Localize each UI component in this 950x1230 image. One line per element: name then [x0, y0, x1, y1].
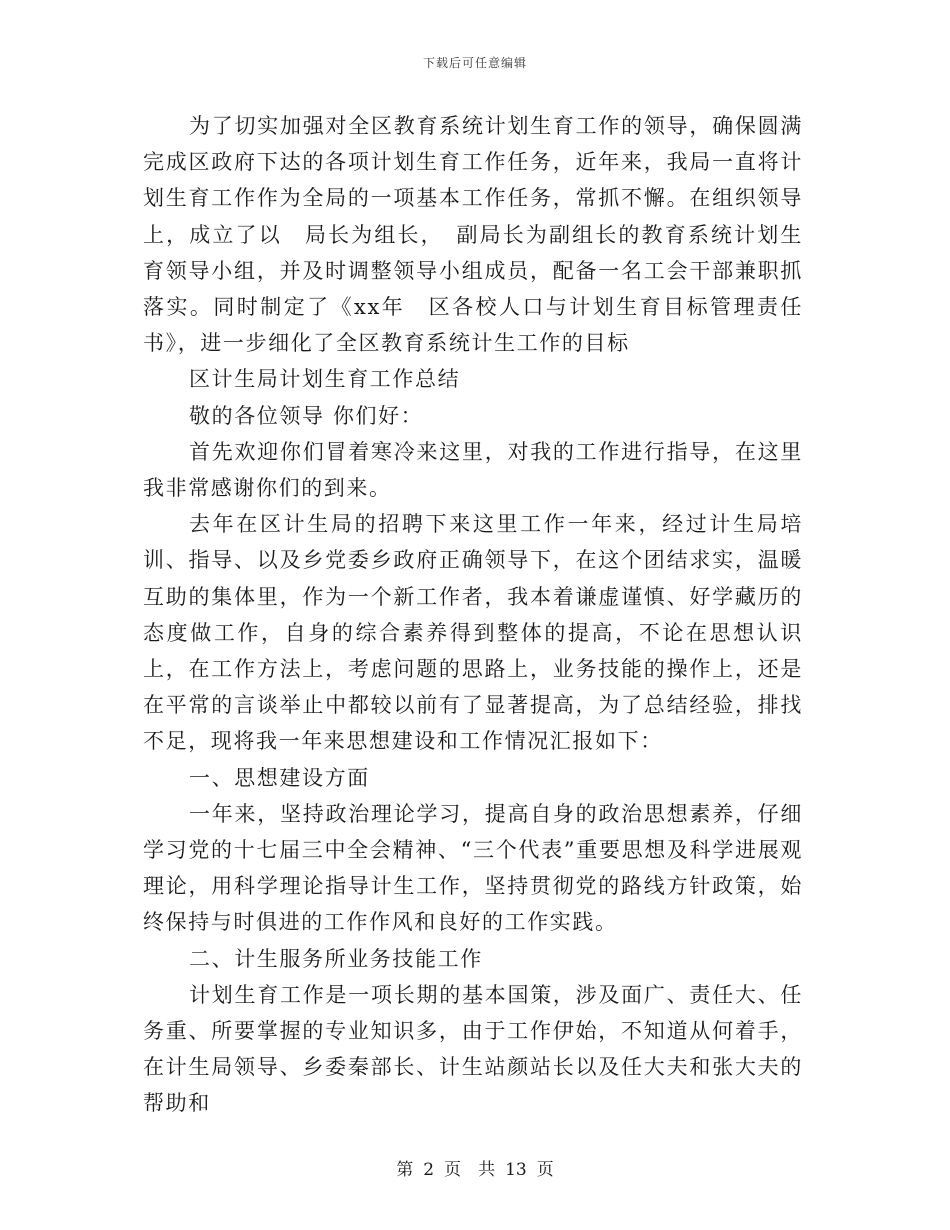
- page-footer: [0, 1155, 950, 1180]
- page-header: 下载后可任意编辑: [422, 56, 527, 70]
- document-body: [143, 108, 803, 1122]
- page-number: 2: [423, 1160, 435, 1180]
- paragraph-ideology: 一年来，坚持政治理论学习，提高自身的政治思想素养，仔细学习党的十七届三中全会精神、“三个代表”重要思想及科学进展观理论，用科学理论指导计生工作，坚持贯彻党的路线方针政策，始终保持与时俱进的工作作风和良好的工作实践。: [143, 801, 803, 935]
- page-total: 13: [505, 1160, 527, 1180]
- section-title: 区计生局计划生育工作总结: [189, 367, 461, 392]
- heading-service: 二、计生服务所业务技能工作: [189, 946, 483, 971]
- paragraph-service: 计划生育工作是一项长期的基本国策，涉及面广、责任大、任务重、所要掌握的专业知识多，由于工作伊始，不知道从何着手，在计生局领导、乡委秦部长、计生站颜站长以及任大夫和张大夫的帮助和: [143, 982, 803, 1116]
- footer-suffix: 页: [536, 1160, 554, 1180]
- greeting: 敬的各位领导 你们好：: [189, 403, 424, 428]
- paragraph-welcome: 首先欢迎你们冒着寒冷来这里，对我的工作进行指导，在这里我非常感谢你们的到来。: [143, 439, 803, 501]
- heading-ideology: 一、思想建设方面: [189, 765, 370, 790]
- paragraph-overview: 去年在区计生局的招聘下来这里工作一年来，经过计生局培训、指导、以及乡党委乡政府正确领导下，在这个团结求实，温暖互助的集体里，作为一个新工作者，我本着谦虚谨慎、好学藏历的态度做工作，自身的综合素养得到整体的提高，不论在思想认识上，在工作方法上，考虑问题的思路上，业务技能的操作上，还是在平常的言谈举止中都较以前有了显著提高，为了总结经验，排找不足，现将我一年来思想建设和工作情况汇报如下：: [143, 512, 803, 754]
- paragraph-intro: 为了切实加强对全区教育系统计划生育工作的领导，确保圆满完成区政府下达的各项计划生育工作任务，近年来，我局一直将计划生育工作作为全局的一项基本工作任务，常抓不懈。在组织领导上，成立了以 局长为组长， 副局长为副组长的教育系统计划生育领导小组，并及时调整领导小组成员，配备一名工会干部兼职抓落实。同时制定了《xx年 区各校人口与计划生育目标管理责任书》，进一步细化了全区教育系统计生工作的目标: [143, 114, 803, 356]
- footer-of: 页 共: [444, 1160, 496, 1180]
- footer-prefix: 第: [396, 1160, 414, 1180]
